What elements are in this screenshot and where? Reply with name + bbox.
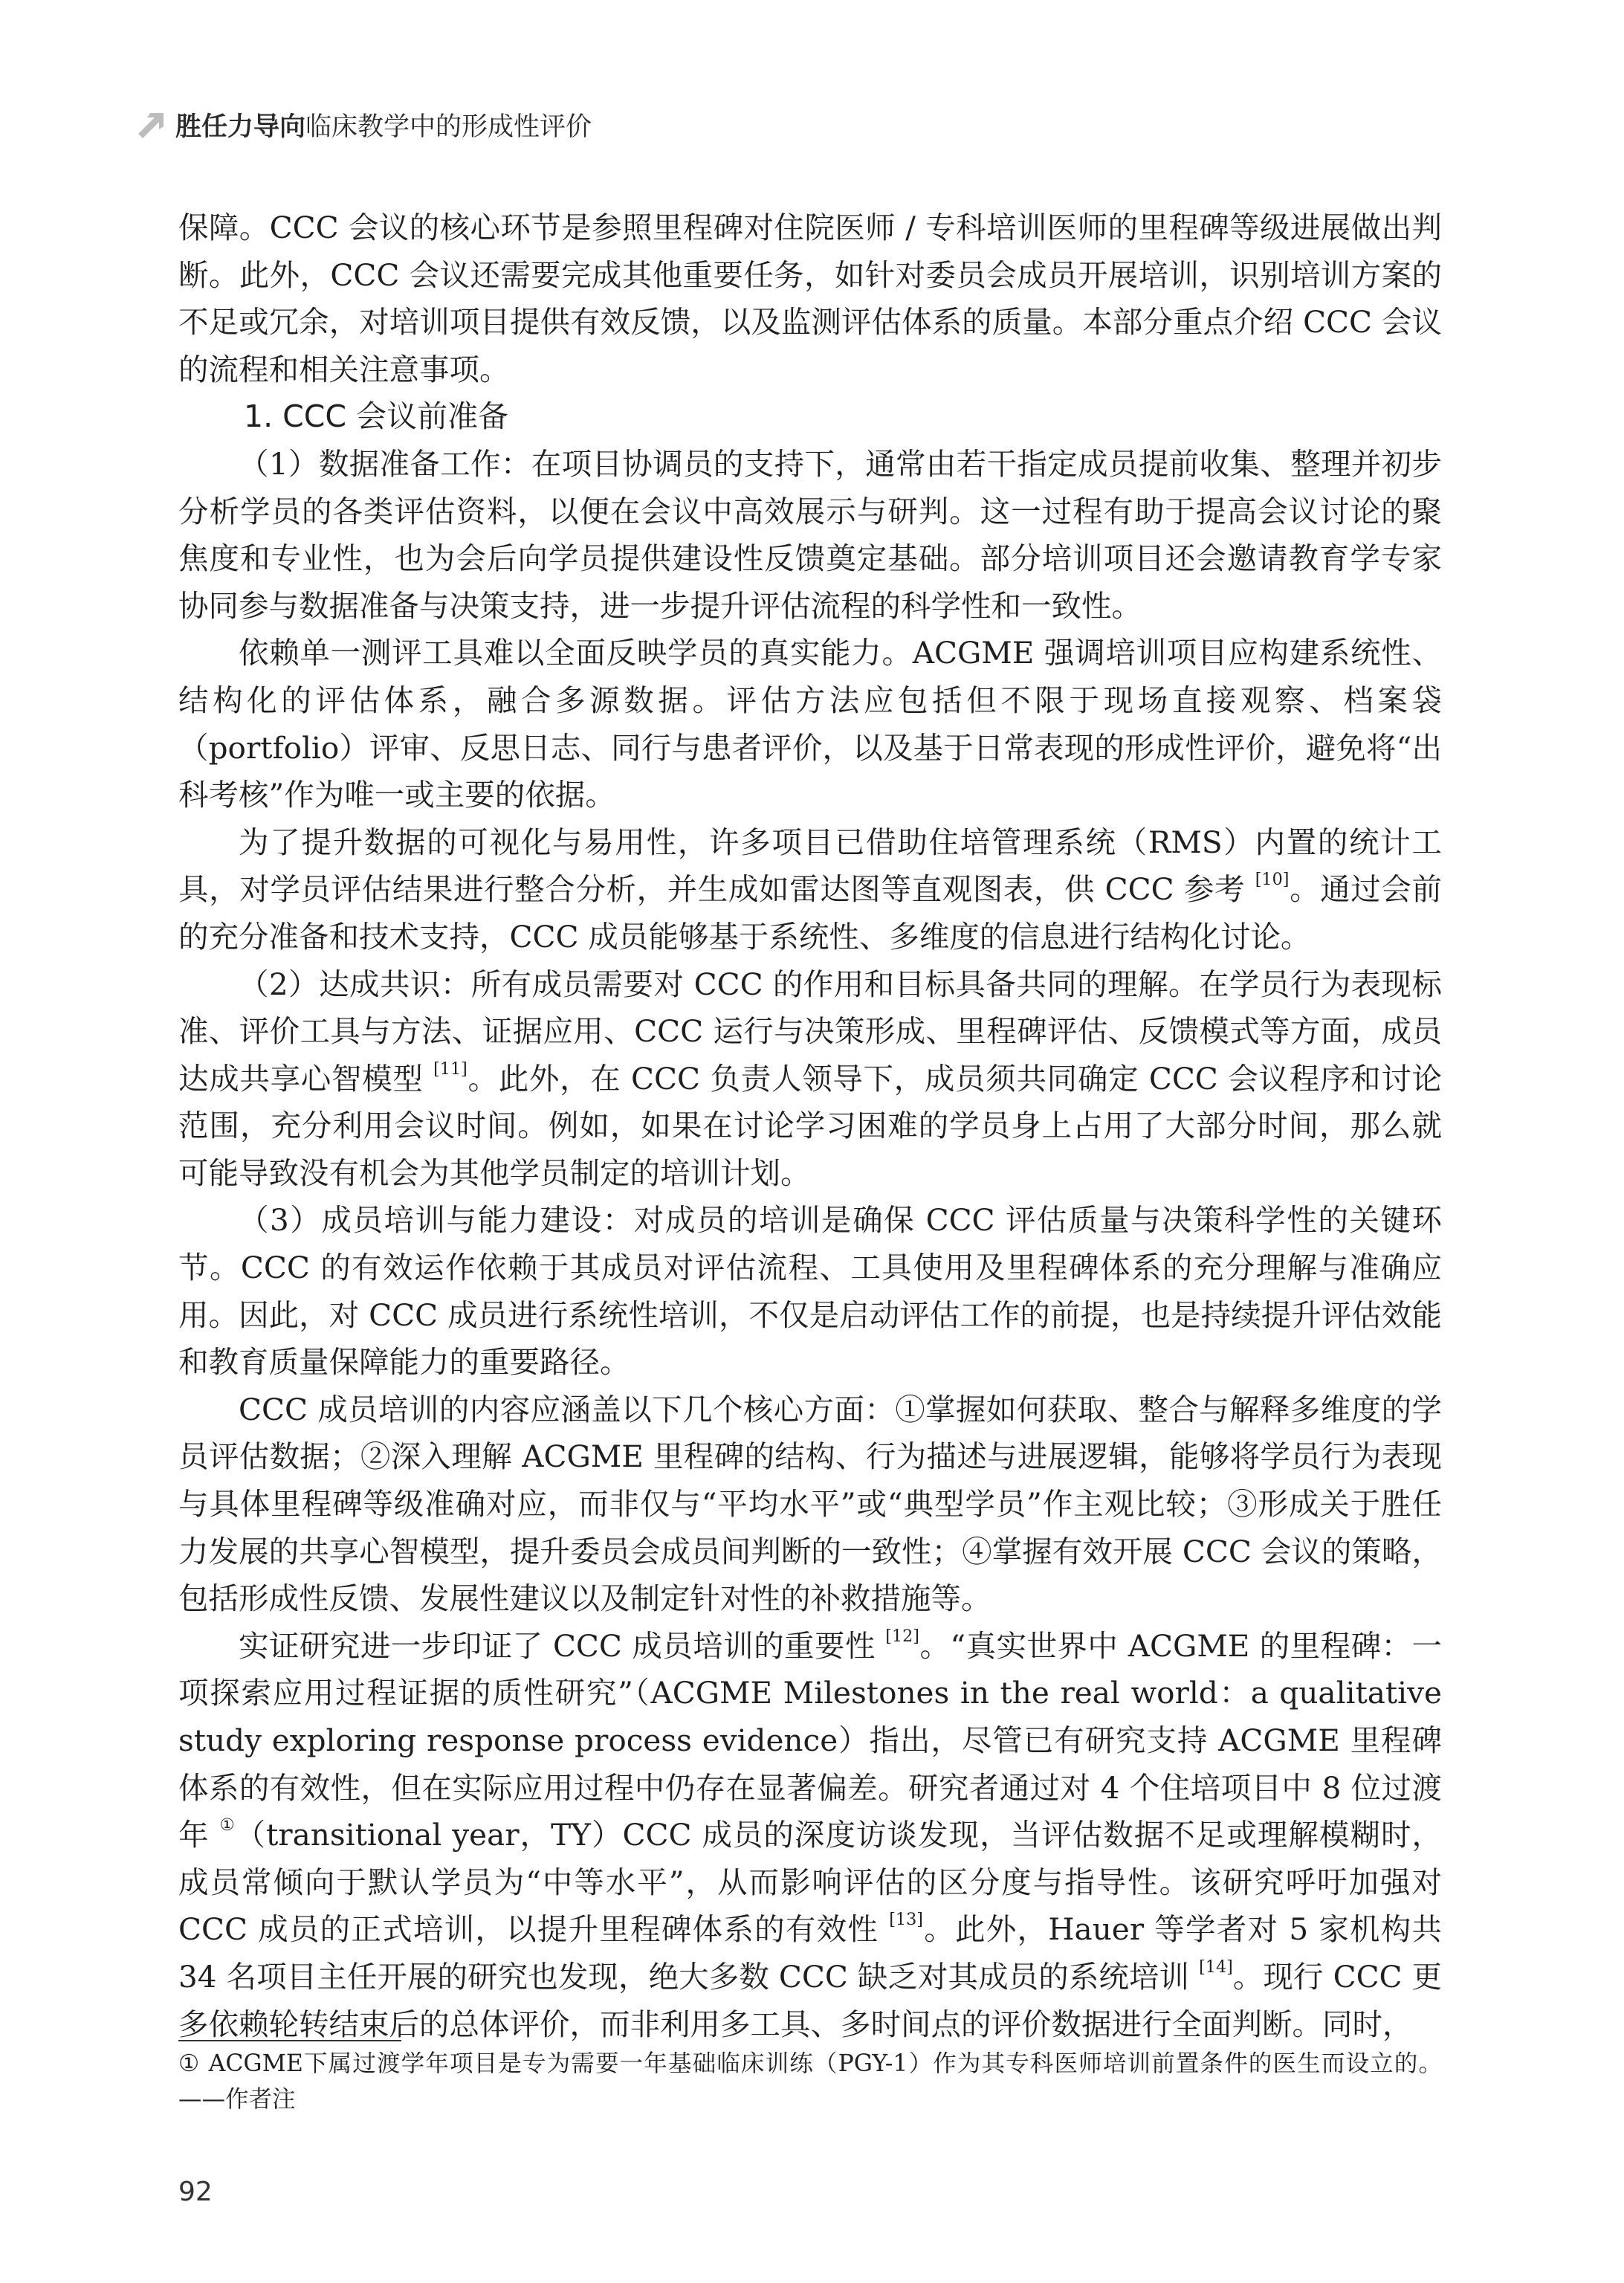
running-head-title-bold: 胜任力导向 [175,112,306,142]
citation-ref: [12] [885,1626,919,1646]
paragraph-training-content: CCC 成员培训的内容应涵盖以下几个核心方面：①掌握如何获取、整合与解释多维度的学员评估数据；②深入理解 ACGME 里程碑的结构、行为描述与进展逻辑，能够将学员行为表现与具体里程碑等级准确对应，而非仅与“平均水平”或“典型学员”作主观比较；③形成关于胜任力发展的共享心智模型，提升委员会成员间判断的一致性；④掌握有效开展 CCC 会议的策略，包括形成性反馈、发展性建议以及制定针对性的补救措施等。 [178,1391,1442,1617]
section-heading: 1. CCC 会议前准备 [244,398,509,435]
citation-ref: [13] [889,1910,923,1930]
running-head-title-rest: 临床教学中的形成性评价 [305,112,592,142]
citation-ref: [10] [1255,870,1290,890]
page-number: 92 [178,2177,213,2207]
paragraph-visualization: 为了提升数据的可视化与易用性，许多项目已借助住培管理系统（RMS）内置的统计工具，对学员评估结果进行整合分析，并生成如雷达图等直观图表，供 CCC 参考 [10]。通过会前的充分准备和技术支持，CCC 成员能够基于系统性、多维度的信息进行结构化讨论。 [178,824,1442,955]
paragraph-data-preparation: （1）数据准备工作：在项目协调员的支持下，通常由若干指定成员提前收集、整理并初步分析学员的各类评估资料，以便在会议中高效展示与研判。这一过程有助于提高会议讨论的聚焦度和专业性，也为会后向学员提供建设性反馈奠定基础。部分培训项目还会邀请教育学专家协同参与数据准备与决策支持，进一步提升评估流程的科学性和一致性。 [178,445,1442,624]
footnote: ① ACGME下属过渡学年项目是专为需要一年基础临床训练（PGY-1）作为其专科医师培训前置条件的医生而设立的。——作者注 [178,2050,1442,2113]
citation-ref: [11] [433,1059,468,1079]
citation-ref: [14] [1199,1957,1233,1977]
paragraph-empirical-research: 实证研究进一步印证了 CCC 成员培训的重要性 [12]。“真实世界中 ACGME 的里程碑：一项探索应用过程证据的质性研究”（ACGME Milestones in the real world：a qualitative study exploring response process evidence）指出，尽管已有研究支持 ACGME 里程碑体系的有效性，但在实际应用过程中仍存在显著偏差。研究者通过对 4 个住培项目中 8 位过渡年 ①（transitional year，TY）CCC 成员的深度访谈发现，当评估数据不足或理解模糊时，成员常倾向于默认学员为“中等水平”，从而影响评估的区分度与指导性。该研究呼吁加强对 CCC 成员的正式培训，以提升里程碑体系的有效性 [13]。此外，Hauer 等学者对 5 家机构共 34 名项目主任开展的研究也发现，绝大多数 CCC 缺乏对其成员的系统培训 [14]。现行 CCC 更多依赖轮转结束后的总体评价，而非利用多工具、多时间点的评价数据进行全面判断。同时， [178,1626,1443,2042]
paragraph-assessment-tools: 依赖单一测评工具难以全面反映学员的真实能力。ACGME 强调培训项目应构建系统性、结构化的评估体系，融合多源数据。评估方法应包括但不限于现场直接观察、档案袋（portfolio）评审、反思日志、同行与患者评价，以及基于日常表现的形成性评价，避免将“出科考核”作为唯一或主要的依据。 [178,635,1442,813]
running-head [138,104,592,146]
footnote-marker: ① [219,1815,236,1835]
paragraph-member-training: （3）成员培训与能力建设：对成员的培训是确保 CCC 评估质量与决策科学性的关键环节。CCC 的有效运作依赖于其成员对评估流程、工具使用及里程碑体系的充分理解与准确应用。因此，对 CCC 成员进行系统性培训，不仅是启动评估工作的前提，也是持续提升评估效能和教育质量保障能力的重要路径。 [178,1202,1442,1381]
paragraph-consensus: （2）达成共识：所有成员需要对 CCC 的作用和目标具备共同的理解。在学员行为表现标准、评价工具与方法、证据应用、CCC 运行与决策形成、里程碑评估、反馈模式等方面，成员达成共享心智模型 [11]。此外，在 CCC 负责人领导下，成员须共同确定 CCC 会议程序和讨论范围，充分利用会议时间。例如，如果在讨论学习困难的学员身上占用了大部分时间，那么就可能导致没有机会为其他学员制定的培训计划。 [178,966,1443,1191]
footnote-divider [178,2040,401,2041]
body-text [178,204,1442,2048]
diagonal-arrow-icon [138,112,165,138]
paragraph-intro: 保障。CCC 会议的核心环节是参照里程碑对住院医师 / 专科培训医师的里程碑等级进展做出判断。此外，CCC 会议还需要完成其他重要任务，如针对委员会成员开展培训，识别培训方案的不足或冗余，对培训项目提供有效反馈，以及监测评估体系的质量。本部分重点介绍 CCC 会议的流程和相关注意事项。 [178,210,1442,387]
